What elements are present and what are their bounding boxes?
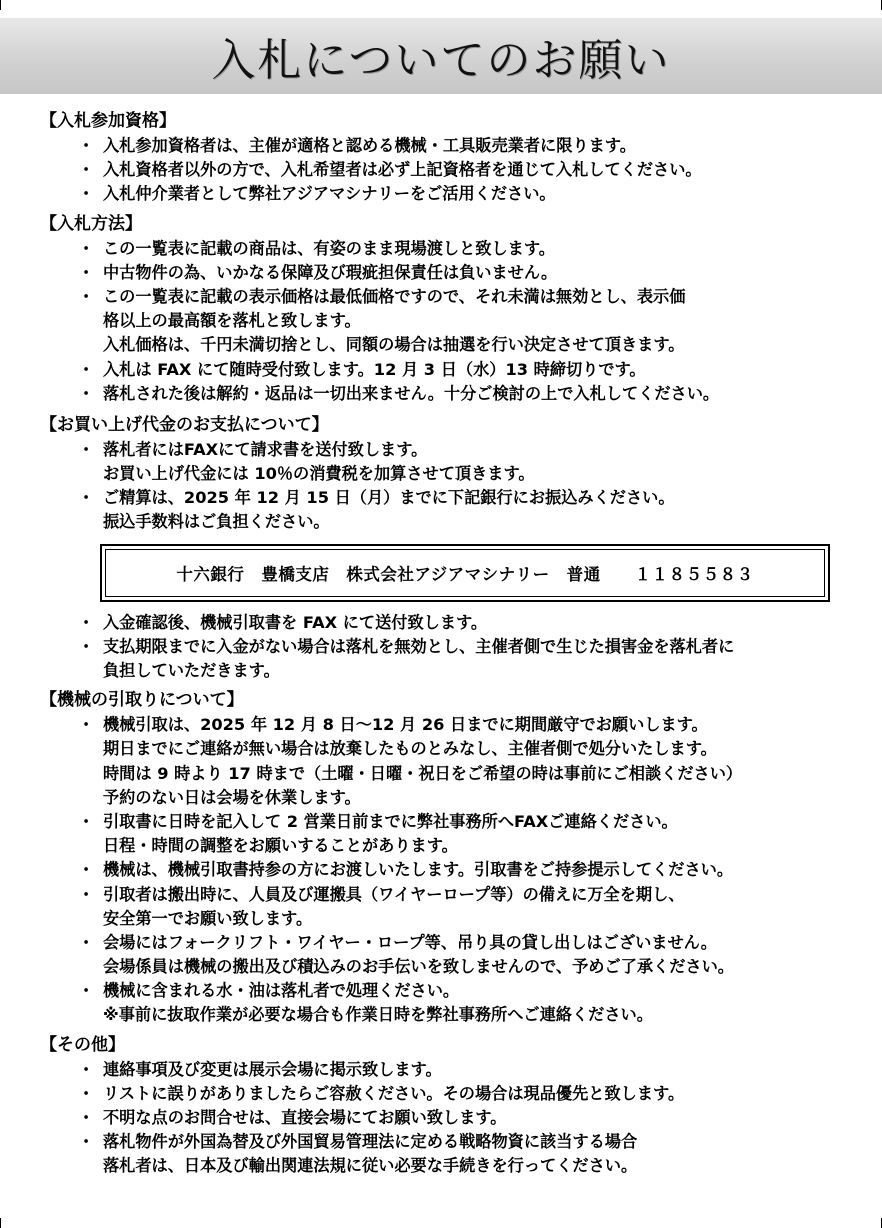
list-item-text: 落札された後は解約・返品は一切出来ません。十分ご検討の上で入札してください。	[103, 383, 720, 403]
bullet-mark: ・	[78, 715, 95, 735]
list-item	[0, 659, 882, 683]
list-item-text: 格以上の最高額を落札と致します。	[103, 311, 361, 331]
bank-account-box	[100, 544, 830, 602]
list-item-text: 中古物件の為、いかなる保障及び瑕疵担保責任は負いません。	[103, 262, 558, 282]
list-item	[0, 786, 882, 810]
notice-body	[0, 108, 882, 1179]
list-item	[0, 1082, 882, 1106]
list-item-text: 負担していただきます。	[103, 661, 280, 680]
list-item	[0, 1154, 882, 1178]
bullet-mark: ・	[78, 1132, 95, 1152]
bullet-mark: ・	[78, 1083, 95, 1103]
list-item-text: 入札仲介業者として弊社アジアマシナリーをご活用ください。	[103, 184, 556, 204]
list-item	[0, 438, 882, 462]
list-item	[0, 261, 882, 285]
list-item	[0, 713, 882, 737]
list-item	[0, 611, 882, 635]
list-item	[0, 762, 882, 786]
list-item	[0, 182, 882, 206]
list-item-text: 機械に含まれる水・油は落札者で処理ください。	[103, 981, 460, 1001]
list-item-text: この一覧表に記載の表示価格は最低価格ですので、それ未満は無効とし、表示価	[103, 286, 686, 306]
list-item	[0, 858, 882, 882]
section-5	[0, 1032, 882, 1179]
list-item-text: 機械引取は、2025 年 12 月 8 日～12 月 26 日までに期間厳守でお願いします。	[103, 715, 708, 735]
crop-mark-top-left	[0, 0, 1, 10]
list-item-text: 不明な点のお問合せは、直接会場にてお願い致します。	[103, 1108, 507, 1127]
bullet-mark: ・	[78, 238, 95, 258]
list-item-text: 引取書に日時を記入して 2 営業日前までに弊社事務所へFAXご連絡ください。	[103, 811, 678, 831]
section-heading: 【入札参加資格】	[40, 111, 176, 131]
bullet-mark: ・	[78, 286, 95, 306]
list-item	[0, 979, 882, 1003]
page-title: 入札についてのお願い	[211, 35, 671, 86]
list-item	[0, 486, 882, 510]
bullet-mark: ・	[78, 359, 95, 379]
list-item	[0, 931, 882, 955]
list-item	[0, 237, 882, 261]
crop-mark-bottom-left	[0, 1218, 1, 1228]
list-item-text: お買い上げ代金には 10％の消費税を加算させて頂きます。	[103, 464, 535, 484]
bullet-mark: ・	[78, 981, 95, 1001]
list-item-text: 入金確認後、機械引取書を FAX にて送付致します。	[103, 612, 488, 632]
bullet-mark: ・	[78, 811, 95, 831]
list-item-text: この一覧表に記載の商品は、有姿のまま現場渡しと致します。	[103, 238, 555, 258]
section-4	[0, 687, 882, 1027]
list-item-text: 振込手数料はご負担ください。	[103, 512, 330, 532]
bullet-mark: ・	[78, 860, 95, 880]
bank-account-holder: 株式会社アジアマシナリー	[346, 564, 550, 584]
list-item	[0, 1130, 882, 1154]
bullet-mark: ・	[78, 262, 95, 282]
bullet-mark: ・	[78, 612, 95, 632]
list-item-text: 日程・時間の調整をお願いすることがあります。	[103, 836, 458, 856]
list-item	[0, 134, 882, 158]
section-heading: 【お買い上げ代金のお支払について】	[40, 414, 329, 435]
bullet-mark: ・	[78, 160, 95, 180]
section-heading: 【機械の引取りについて】	[40, 690, 244, 711]
list-item-text: ご精算は、2025 年 12 月 15 日（月）までに下記銀行にお振込みください。	[103, 488, 675, 508]
section-heading: 【その他】	[40, 1034, 125, 1055]
section-3	[0, 412, 882, 683]
list-item	[0, 1106, 882, 1130]
bank-account-type: 普通	[566, 564, 601, 584]
bank-account-number: １１８５５８３	[634, 564, 754, 584]
bullet-mark: ・	[78, 136, 95, 155]
bullet-mark: ・	[78, 439, 95, 459]
list-item-text: 時間は 9 時より 17 時まで（土曜・日曜・祝日をご希望の時は事前にご相談ください）	[103, 763, 743, 783]
list-item-text: 機械は、機械引取書持参の方にお渡しいたします。引取書をご持参提示してください。	[103, 860, 734, 880]
list-item-text: 入札価格は、千円未満切捨とし、同額の場合は抽選を行い決定させて頂きます。	[103, 335, 685, 355]
bank-branch: 豊橋支店	[261, 564, 330, 584]
bank-bank-name: 十六銀行	[176, 564, 245, 584]
list-item-text: 入札参加資格者は、主催が適格と認める機械・工具販売業者に限ります。	[103, 136, 636, 155]
list-item	[0, 834, 882, 858]
bullet-mark: ・	[78, 884, 95, 904]
bullet-mark: ・	[78, 636, 95, 656]
list-item-text: 連絡事項及び変更は展示会場に掲示致します。	[103, 1059, 442, 1079]
section-heading: 【入札方法】	[40, 213, 142, 234]
list-item-text: 安全第一でお願い致します。	[103, 908, 313, 928]
list-item	[0, 285, 882, 309]
list-item-text: 期日までにご連絡が無い場合は放棄したものとみなし、主催者側で処分いたします。	[103, 739, 717, 759]
list-item	[0, 635, 882, 659]
list-item	[0, 883, 882, 907]
list-item-text: リストに誤りがありましたらご容赦ください。その場合は現品優先と致します。	[103, 1083, 685, 1103]
list-item	[0, 309, 882, 333]
list-item-text: 支払期限までに入金がない場合は落札を無効とし、主催者側で生じた損害金を落札者に	[103, 636, 735, 656]
bullet-mark: ・	[78, 488, 95, 508]
section-2	[0, 211, 882, 406]
list-item	[0, 333, 882, 357]
list-item-text: 落札者にはFAXにて請求書を送付致します。	[103, 439, 428, 459]
list-item	[0, 955, 882, 979]
list-item	[0, 737, 882, 761]
list-item	[0, 510, 882, 534]
list-item	[0, 810, 882, 834]
title-banner	[0, 18, 882, 94]
bullet-mark: ・	[78, 383, 95, 403]
list-item	[0, 158, 882, 182]
list-item-text: 入札は FAX にて随時受付致します。12 月 3 日（水）13 時締切りです。	[103, 359, 646, 379]
list-item	[0, 462, 882, 486]
list-item	[0, 1003, 882, 1027]
bullet-mark: ・	[78, 184, 95, 204]
list-item-text: 入札資格者以外の方で、入札希望者は必ず上記資格者を通じて入札してください。	[103, 160, 702, 180]
list-item-text: 落札物件が外国為替及び外国貿易管理法に定める戦略物資に該当する場合	[103, 1132, 638, 1152]
bullet-mark: ・	[78, 1108, 95, 1127]
list-item	[0, 358, 882, 382]
section-1	[0, 108, 882, 207]
list-item	[0, 1058, 882, 1082]
bullet-mark: ・	[78, 1059, 95, 1079]
bullet-mark: ・	[78, 932, 95, 952]
list-item-text: ※事前に抜取作業が必要な場合も作業日時を弊社事務所へご連絡ください。	[103, 1005, 653, 1025]
list-item-text: 会場係員は機械の搬出及び積込みのお手伝いを致しませんので、予めご了承ください。	[103, 957, 734, 977]
list-item	[0, 382, 882, 406]
bank-account-info	[102, 546, 828, 600]
list-item-text: 会場にはフォークリフト・ワイヤー・ロープ等、吊り具の貸し出しはございません。	[103, 932, 717, 952]
list-item-text: 予約のない日は会場を休業します。	[103, 787, 361, 807]
list-item-text: 引取者は搬出時に、人員及び運搬具（ワイヤーロープ等）の備えに万全を期し、	[103, 884, 685, 904]
list-item	[0, 907, 882, 931]
list-item-text: 落札者は、日本及び輸出関連法規に従い必要な手続きを行ってください。	[103, 1156, 638, 1176]
